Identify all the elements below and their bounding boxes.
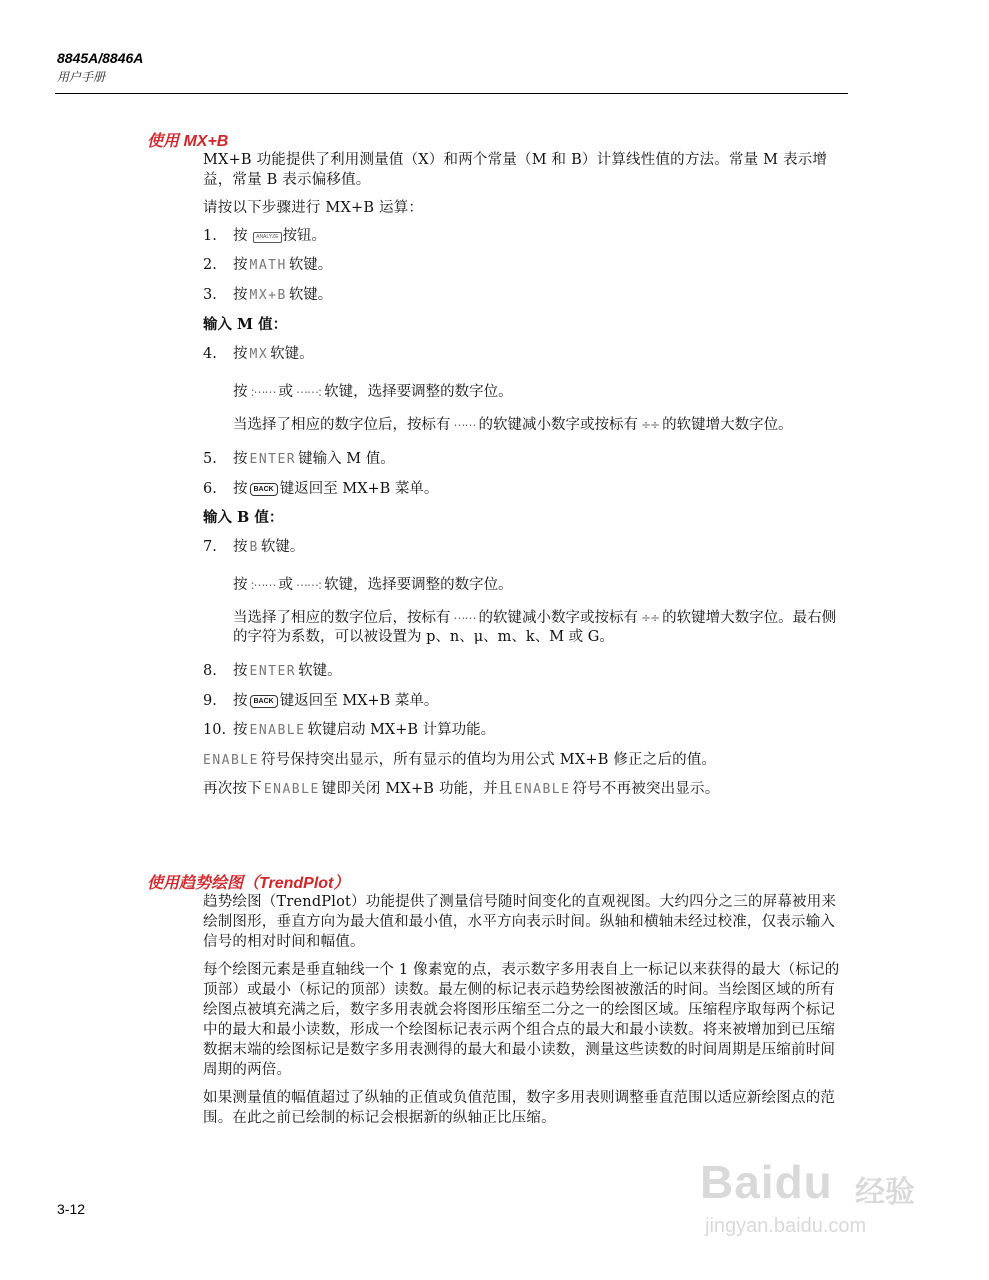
step-number: 1.	[203, 228, 217, 244]
note-text: 符号不再被突出显示。	[572, 781, 720, 797]
note-text: 当选择了相应的数字位后，按标有	[233, 610, 451, 626]
note-text: 软键，选择要调整的数字位。	[324, 384, 513, 400]
mx-softkey-label: MX	[249, 347, 269, 362]
trendplot-paragraph-2: 每个绘图元素是垂直轴线一个 1 像素宽的点，表示数字多用表自上一标记以来获得的最大（标记的顶部）或最小（标记的顶部）读数。最左侧的标记表示趋势绘图被激活的时间。当绘图区域的所有绘图点被填充满之后，数字多用表就会将图形压缩至二分之一的绘图区域。压缩程序取每两个标记中的最大和最小读数，形成一个绘图标记表示两个组合点的最大和最小读数。将来被增加到已压缩数据末端的绘图标记是数字多用表测得的最大和最小读数，测量这些读数的时间周期是压缩前时间周期的两倍。	[203, 962, 840, 1078]
step-text: 按钮。	[282, 228, 327, 244]
step-10	[203, 720, 843, 741]
plus-softkey-icon: ÷÷	[641, 418, 660, 432]
step-text: 键返回至 MX+B 菜单。	[279, 481, 439, 497]
left-arrow-softkey-icon: :⋯⋯	[250, 578, 276, 592]
step-number: 8.	[203, 663, 217, 679]
step-text: 按	[233, 346, 248, 362]
step-number: 2.	[203, 257, 217, 273]
step-number: 4.	[203, 346, 217, 362]
step-number: 9.	[203, 693, 217, 709]
step-text: 软键启动 MX+B 计算功能。	[307, 722, 496, 738]
header-rule	[55, 93, 848, 94]
note-text: 的软键减小数字或按标有	[478, 610, 638, 626]
step-text: 按	[233, 287, 248, 303]
enter-softkey-label: ENTER	[249, 452, 297, 467]
m-adjust-note	[203, 416, 843, 435]
note-text: 符号保持突出显示，所有显示的值均为用公式 MX+B 修正之后的值。	[260, 752, 717, 768]
enable-note	[203, 750, 843, 771]
m-select-note	[203, 383, 843, 402]
section-mxb-body	[203, 150, 843, 808]
disable-note	[203, 779, 843, 800]
trendplot-paragraph-3: 如果测量值的幅值超过了纵轴的正值或负值范围，数字多用表则调整垂直范围以适应新绘图点的范围。在此之前已绘制的标记会根据新的纵轴正比压缩。	[203, 1090, 836, 1126]
b-adjust-note	[203, 609, 843, 647]
section-title-trendplot: 使用趋势绘图（TrendPlot）	[147, 875, 350, 892]
step-text: 软键。	[270, 346, 314, 362]
note-text: 或	[278, 577, 294, 593]
step-text: 按	[233, 228, 248, 244]
step-text: 按	[233, 693, 248, 709]
step-text: 软键。	[298, 663, 342, 679]
note-text: 再次按下	[203, 781, 262, 797]
step-8	[203, 661, 843, 682]
note-text: 的软键增大数字位。最右侧的字符为系数，可以被设置为 p、n、μ、m、k、M 或 G。	[233, 610, 837, 645]
b-value-heading: 输入 B 值：	[203, 509, 284, 526]
enter-softkey-label: ENTER	[249, 664, 297, 679]
step-text: 软键。	[288, 257, 333, 273]
note-text: 当选择了相应的数字位后，按标有	[233, 417, 451, 433]
step-text: 软键。	[288, 287, 333, 303]
note-text: 的软键减小数字或按标有	[478, 417, 638, 433]
enable-softkey-label: ENABLE	[263, 782, 320, 797]
back-key-icon: BACK	[250, 483, 278, 496]
section-trendplot-body	[203, 892, 843, 1136]
watermark-cn: 经验	[855, 1175, 915, 1210]
step-number: 5.	[203, 451, 217, 467]
note-text: 键即关闭 MX+B 功能，并且	[321, 781, 513, 797]
left-arrow-softkey-icon: :⋯⋯	[250, 385, 276, 399]
m-value-heading: 输入 M 值：	[203, 316, 288, 333]
mxb-steps-intro: 请按以下步骤进行 MX+B 运算：	[203, 200, 424, 216]
step-5	[203, 449, 843, 470]
note-text: 的软键增大数字位。	[662, 417, 793, 433]
note-text: 按	[233, 384, 248, 400]
note-text: 或	[278, 384, 294, 400]
step-7	[203, 537, 843, 558]
note-text: 按	[233, 577, 248, 593]
step-number: 3.	[203, 287, 217, 303]
page-number: 3-12	[57, 1201, 86, 1217]
step-text: 键输入 M 值。	[298, 451, 395, 467]
section-title-mxb: 使用 MX+B	[147, 133, 229, 150]
analyze-key-icon: ANALYZE	[253, 232, 281, 243]
mxb-intro: MX+B 功能提供了利用测量值（X）和两个常量（M 和 B）计算线性值的方法。常量 M 表示增益，常量 B 表示偏移值。	[203, 152, 828, 188]
step-9	[203, 691, 843, 711]
watermark-logo: Baidu	[700, 1156, 833, 1208]
watermark	[700, 1145, 940, 1245]
step-text: 软键。	[260, 539, 305, 555]
header-subtitle: 用户手册	[57, 70, 106, 84]
note-text: 软键，选择要调整的数字位。	[324, 577, 513, 593]
enable-softkey-label: ENABLE	[514, 782, 571, 797]
b-select-note	[203, 576, 843, 595]
header-model: 8845A/8846A	[57, 50, 144, 66]
step-6	[203, 479, 843, 499]
plus-softkey-icon: ÷÷	[641, 611, 660, 625]
minus-softkey-icon: ⋯⋯	[453, 611, 476, 625]
step-text: 按	[233, 257, 248, 273]
math-softkey-label: MATH	[249, 258, 287, 273]
step-number: 7.	[203, 539, 217, 555]
trendplot-paragraph-1: 趋势绘图（TrendPlot）功能提供了测量信号随时间变化的直观视图。大约四分之三的屏幕被用来绘制图形，垂直方向为最大值和最小值，水平方向表示时间。纵轴和横轴未经过校准，仅表示输入信号的相对时间和幅值。	[203, 894, 837, 950]
back-key-icon: BACK	[250, 695, 278, 708]
step-3	[203, 285, 843, 306]
minus-softkey-icon: ⋯⋯	[453, 418, 476, 432]
step-1	[203, 226, 843, 246]
right-arrow-softkey-icon: ⋯⋯:	[296, 578, 322, 592]
mxb-softkey-label: MX+B	[249, 288, 287, 303]
step-number: 10.	[203, 722, 227, 738]
watermark-url: jingyan.baidu.com	[705, 1215, 867, 1237]
step-text: 按	[233, 481, 248, 497]
enable-softkey-label: ENABLE	[249, 723, 306, 738]
step-2	[203, 255, 843, 276]
step-text: 按	[233, 539, 248, 555]
enable-softkey-label: ENABLE	[203, 753, 259, 768]
step-text: 按	[233, 663, 248, 679]
step-text: 键返回至 MX+B 菜单。	[279, 693, 439, 709]
step-text: 按	[233, 451, 248, 467]
b-softkey-label: B	[249, 540, 259, 555]
step-number: 6.	[203, 481, 217, 497]
step-4	[203, 344, 843, 365]
right-arrow-softkey-icon: ⋯⋯:	[296, 385, 322, 399]
step-text: 按	[233, 722, 248, 738]
